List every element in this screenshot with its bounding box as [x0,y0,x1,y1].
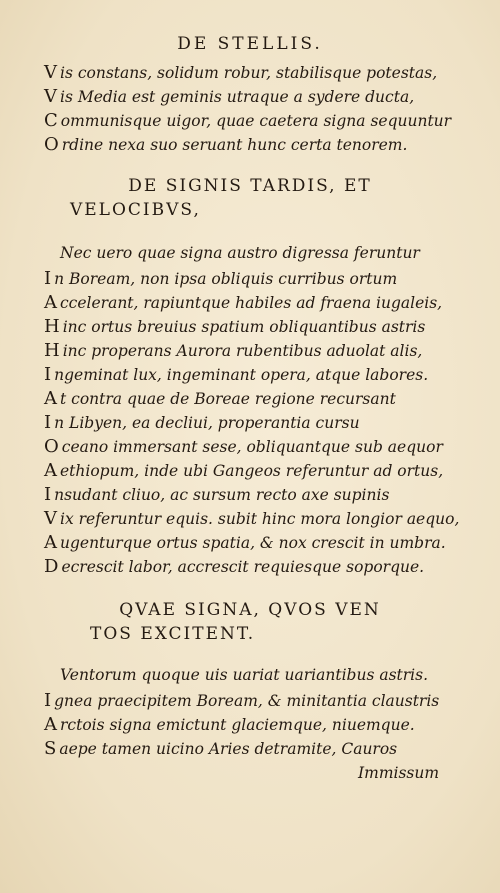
verse-line [60,244,420,262]
verse-text: aepe tamen uicino Aries detramite, Cauros [59,740,398,758]
running-head: DE STELLIS. [177,34,323,54]
verse-line [44,690,439,711]
verse-text: Nec uero quae signa austro digressa feruntur [60,244,420,262]
verse-initial: H [44,316,60,337]
verse-initial: A [44,460,57,481]
verse-initial: O [44,436,59,457]
verse-text: gnea praecipitem Boream, & minitantia claustris [54,692,440,710]
section-heading-line: VELOCIBVS, [70,200,201,220]
verse-initial: A [44,714,57,735]
verse-line [44,714,415,735]
verse-line [44,292,442,313]
verse-initial: C [44,110,58,131]
verse-text: ngeminat lux, ingeminant opera, atque labores. [54,366,429,384]
verse-line [44,268,397,289]
verse-text: inc ortus breuius spatium obliquantibus astris [62,318,426,336]
verse-initial: V [44,62,57,83]
verse-line [44,436,443,457]
verse-line [44,340,422,361]
verse-line [44,460,443,481]
verse-initial: S [44,738,57,759]
verse-text: is constans, solidum robur, stabilisque potestas, [60,64,438,82]
verse-text: ugenturque ortus spatia, & nox crescit in umbra. [60,534,446,552]
verse-line [44,484,389,505]
verse-line [44,556,424,577]
verse-initial: A [44,532,57,553]
verse-initial: I [44,484,52,505]
verse-line [44,134,407,155]
verse-initial: V [44,86,57,107]
verse-line [60,666,428,684]
verse-line [44,316,425,337]
verse-initial: I [44,690,52,711]
verse-line [44,86,414,107]
verse-line [44,364,428,385]
verse-text: rctois signa emictunt glaciemque, niuemque. [60,716,415,734]
verse-text: Ventorum quoque uis uariat uariantibus astris. [60,666,429,684]
verse-text: n Libyen, ea decliui, properantia cursu [54,414,360,432]
verse-line [44,412,360,433]
verse-text: t contra quae de Boreae regione recursant [60,390,396,408]
verse-initial: A [44,292,57,313]
verse-initial: O [44,134,59,155]
verse-line [44,388,396,409]
verse-text: ccelerant, rapiuntque habiles ad fraena iugaleis, [60,294,443,312]
verse-text: ceano immersant sese, obliquantque sub aequor [61,438,443,456]
verse-text: ommunisque uigor, quae caetera signa sequuntur [60,112,452,130]
verse-text: ix referuntur equis. subit hinc mora longior aequo, [60,510,460,528]
section-heading-line: DE SIGNIS TARDIS, ET [128,176,372,196]
verse-text: nsudant cliuo, ac sursum recto axe supinis [54,486,390,504]
verse-text: ethiopum, inde ubi Gangeos referuntur ad ortus, [60,462,444,480]
verse-line [44,110,451,131]
verse-initial: V [44,508,57,529]
verse-line [44,62,437,83]
verse-text: n Boream, non ipsa obliquis curribus ortum [54,270,398,288]
verse-initial: A [44,388,57,409]
catchword: Immissum [358,764,440,782]
verse-initial: D [44,556,59,577]
section-heading-line: QVAE SIGNA, QVOS VEN [119,600,381,620]
verse-initial: I [44,364,52,385]
verse-line [44,508,459,529]
verse-line [44,532,446,553]
verse-text: ecrescit labor, accrescit requiesque soporque. [61,558,425,576]
verse-text: is Media est geminis utraque a sydere ducta, [60,88,415,106]
verse-line [44,738,397,759]
verse-initial: I [44,268,52,289]
section-heading-line: TOS EXCITENT. [90,624,256,644]
verse-initial: I [44,412,52,433]
verse-text: rdine nexa suo seruant hunc certa tenorem. [61,136,408,154]
verse-text: inc properans Aurora rubentibus aduolat alis, [62,342,423,360]
verse-initial: H [44,340,60,361]
